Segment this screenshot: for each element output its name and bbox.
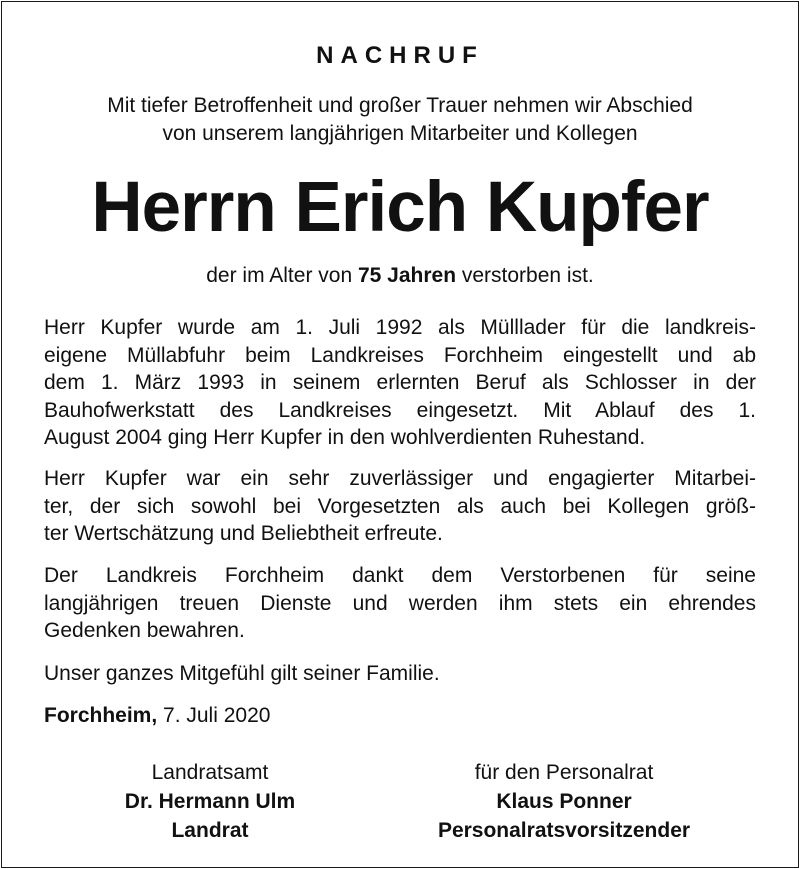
age-statement xyxy=(44,262,756,290)
text-line: ter Wertschätzung und Beliebtheit erfreute. xyxy=(44,522,443,545)
text-line: Herr Kupfer wurde am 1. Juli 1992 als Mülllader für die landkreis- xyxy=(44,316,756,339)
text-line: August 2004 ging Herr Kupfer in den wohlverdienten Ruhestand. xyxy=(44,426,646,449)
place-and-date xyxy=(44,701,270,731)
signatory-name: Klaus Ponner xyxy=(496,790,632,813)
intro-text xyxy=(44,92,756,148)
date: 7. Juli 2020 xyxy=(157,704,271,727)
text-line: Herr Kupfer war ein sehr zuverlässiger und engagierter Mitarbei- xyxy=(44,467,756,490)
signature-right xyxy=(384,758,744,845)
paragraph-condolence xyxy=(44,660,756,688)
signature-left xyxy=(90,758,330,845)
text-line: eigene Müllabfuhr beim Landkreises Forchheim eingestellt und ab xyxy=(44,343,756,367)
text-line: Der Landkreis Forchheim dankt dem Verstorbenen für seine xyxy=(44,564,756,587)
place: Forchheim, xyxy=(44,704,158,727)
paragraph-thanks xyxy=(44,562,756,645)
paragraph-character xyxy=(44,465,756,548)
signatory-role: Landrat xyxy=(171,819,249,842)
deceased-name: Herrn Erich Kupfer xyxy=(91,168,709,247)
text-line: ter, der sich sowohl bei Vorgesetzten als auch bei Kollegen größ- xyxy=(44,494,756,518)
text-line: Gedenken bewahren. xyxy=(44,619,245,642)
signatory-office: für den Personalrat xyxy=(474,761,654,784)
notice-heading: NACHRUF xyxy=(316,42,484,69)
age-prefix: der im Alter von xyxy=(206,264,358,287)
text-line: Unser ganzes Mitgefühl gilt seiner Familie. xyxy=(44,662,440,685)
text-line: Bauhofwerkstatt des Landkreises eingesetzt. Mit Ablauf des 1. xyxy=(44,398,756,422)
intro-line: von unserem langjährigen Mitarbeiter und Kollegen xyxy=(162,122,638,145)
signatory-office: Landratsamt xyxy=(151,761,269,784)
age-value: 75 Jahren xyxy=(357,264,457,287)
signatory-name: Dr. Hermann Ulm xyxy=(124,790,296,813)
age-suffix: verstorben ist. xyxy=(456,264,594,287)
text-line: dem 1. März 1993 in seinem erlernten Beruf als Schlosser in der xyxy=(44,371,756,394)
paragraph-career xyxy=(44,314,756,452)
text-line: langjährigen treuen Dienste und werden ihm stets ein ehrendes xyxy=(44,591,756,615)
signatory-role: Personalratsvorsitzender xyxy=(437,819,691,842)
intro-line: Mit tiefer Betroffenheit und großer Trauer nehmen wir Abschied xyxy=(107,94,693,117)
